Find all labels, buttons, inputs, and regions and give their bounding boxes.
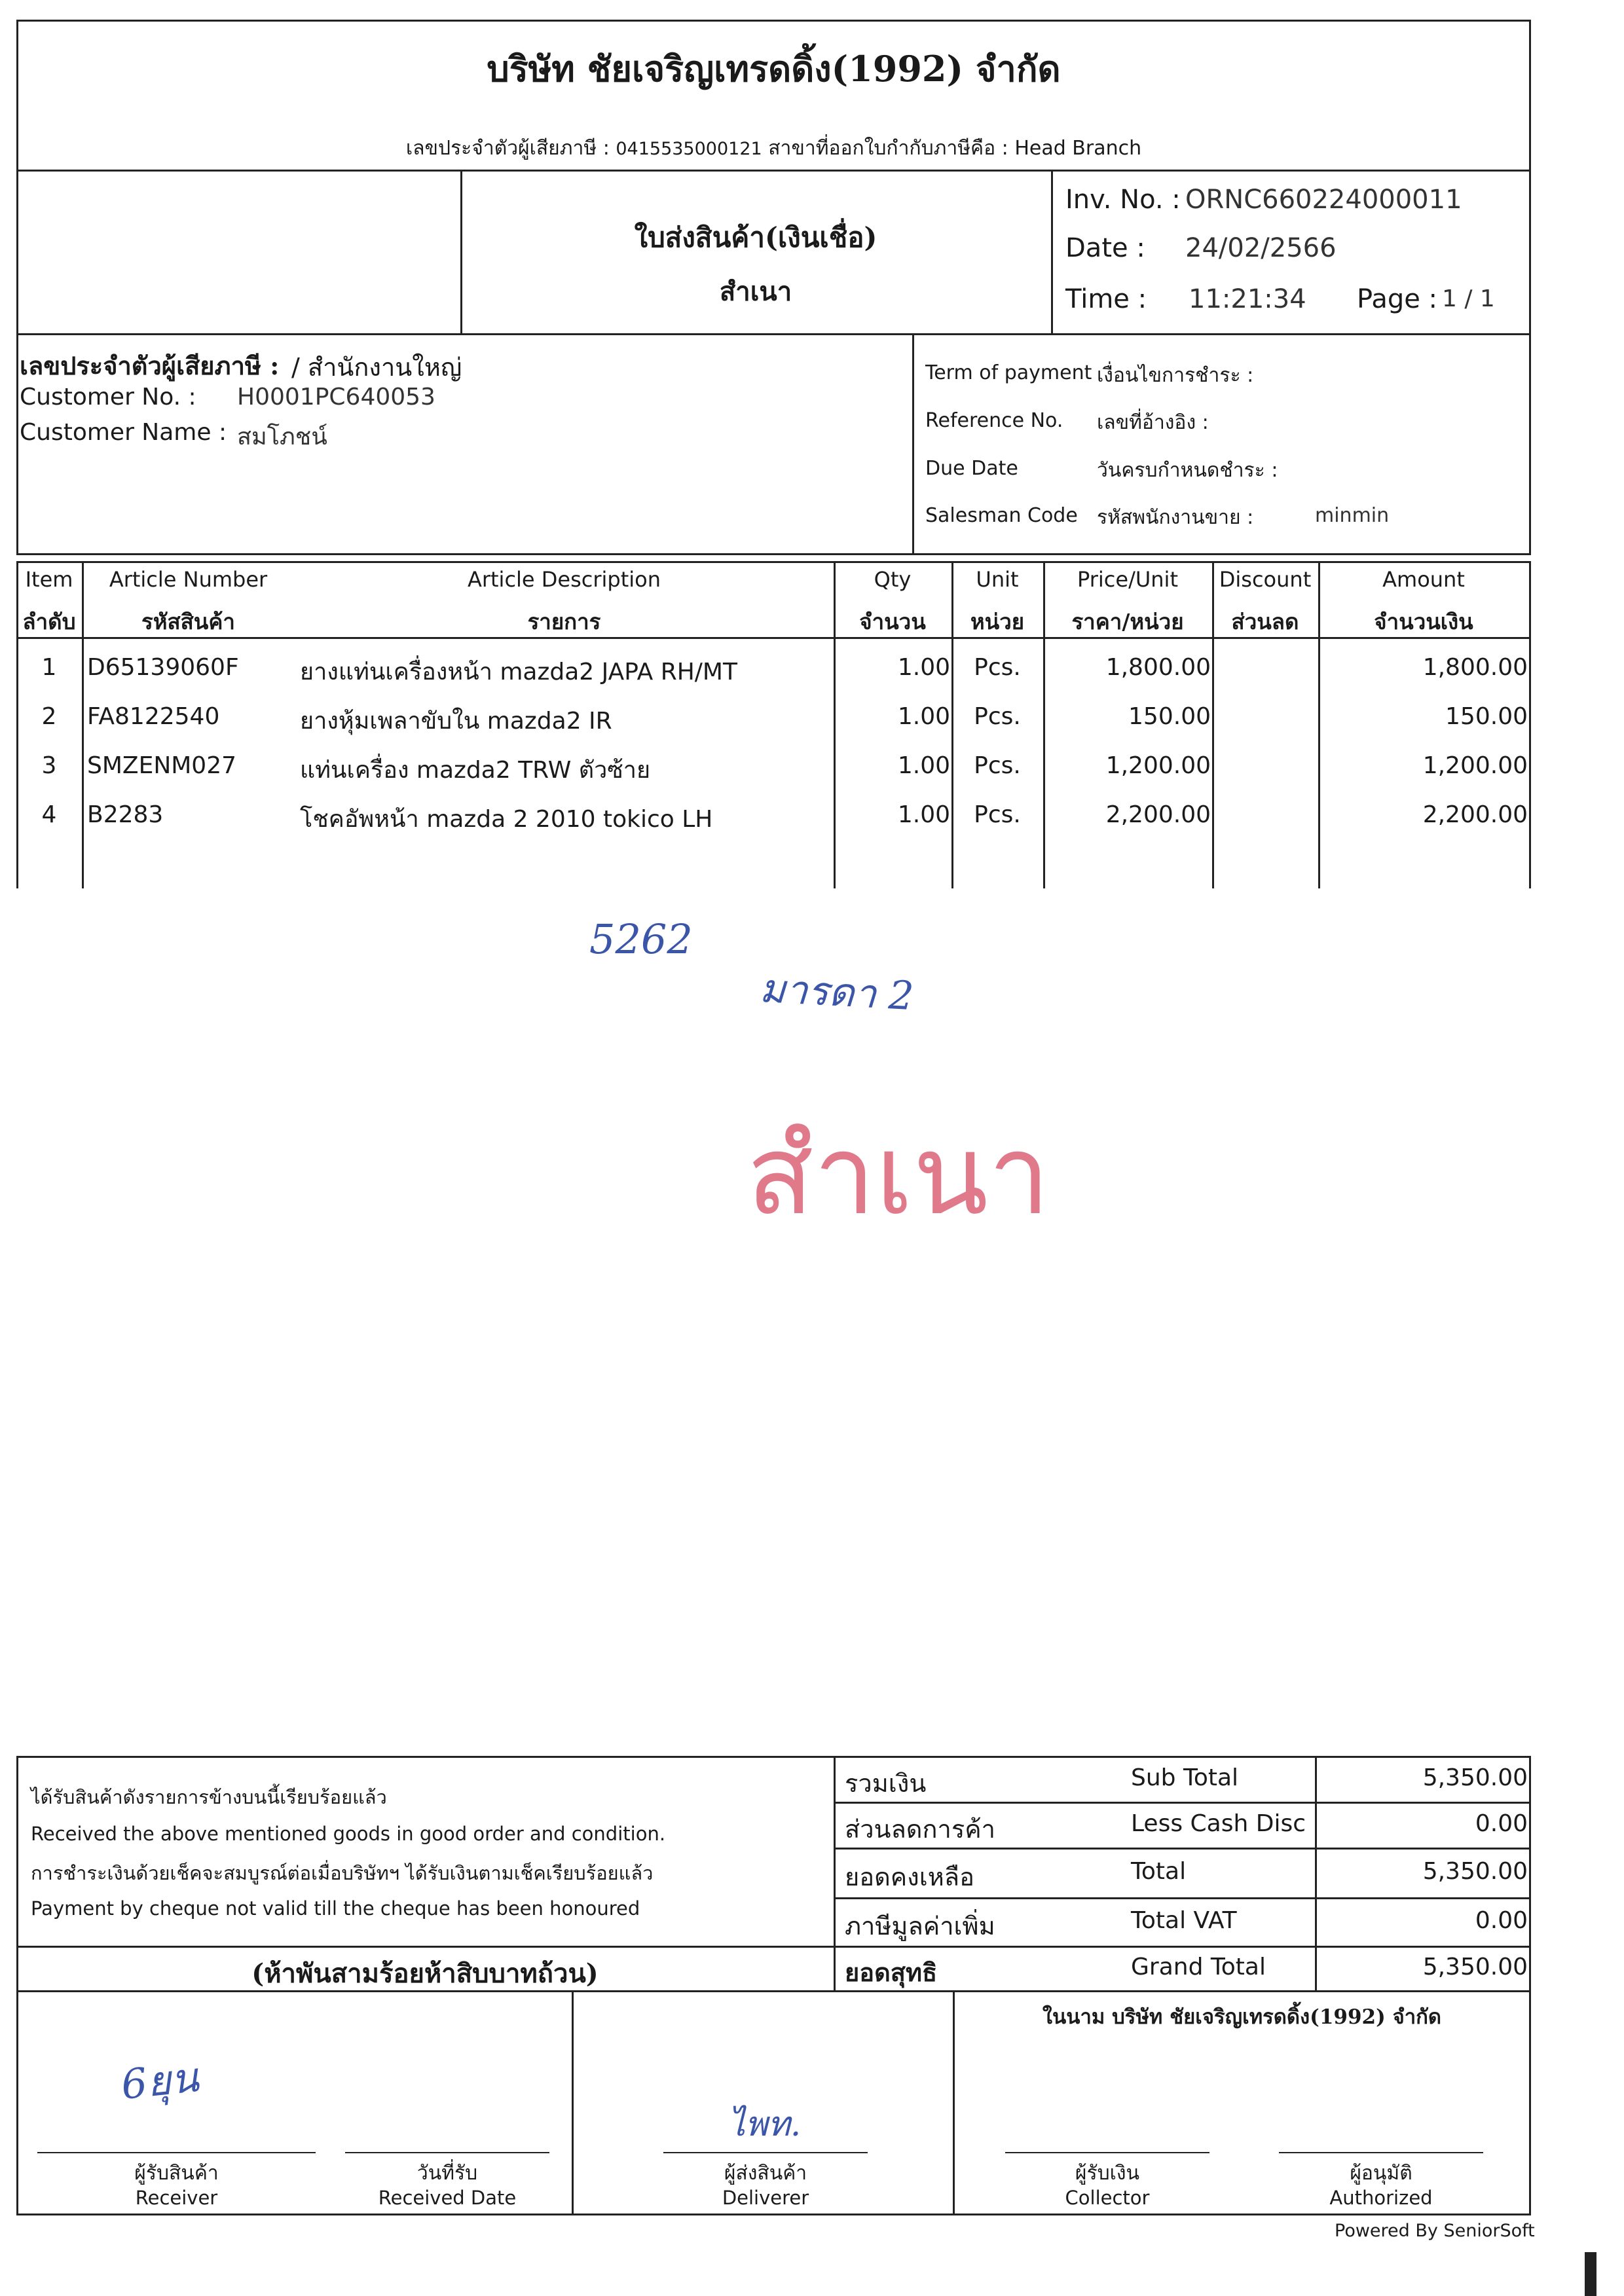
cell-code: B2283 [87, 801, 164, 828]
reference-no-label: Reference No. [925, 409, 1063, 432]
cheque-note: การชำระเงินด้วยเช็คจะสมบูรณ์ต่อเมื่อบริษัทฯ ได้รับเงินตามเช็คเรียบร้อยแล้ว [31, 1862, 654, 1884]
cell-amount: 1,200.00 [1422, 752, 1528, 779]
reference-no-th: เลขที่อ้างอิง : [1097, 411, 1209, 434]
totals-label-en: Less Cash Disc [1131, 1810, 1306, 1837]
inv-no-label: Inv. No. : [1065, 185, 1181, 215]
due-date-label: Due Date [925, 457, 1018, 480]
cell-description: ยางหุ้มเพลาขับใน mazda2 IR [300, 708, 612, 735]
customer-name-label: Customer Name : [20, 419, 227, 446]
cell-price: 1,200.00 [1105, 752, 1211, 779]
header-amount-th: จำนวนเงิน [1374, 609, 1473, 634]
powered-by: Powered By SeniorSoft [1335, 2221, 1535, 2241]
signature-line-deliverer [663, 2152, 868, 2153]
signature-line-authorized [1279, 2152, 1483, 2153]
document-title: ใบส่งสินค้า(เงินเชื่อ) [634, 221, 877, 253]
header-item: Item [25, 567, 73, 592]
header-price-unit-th: ราคา/หน่วย [1071, 609, 1184, 634]
received-date-label-th: วันที่รับ [416, 2162, 478, 2185]
header-article-description-th: รายการ [527, 609, 601, 634]
header-item-th: ลำดับ [22, 609, 76, 634]
cell-price: 150.00 [1128, 703, 1211, 730]
cell-item: 2 [41, 703, 57, 730]
cell-unit: Pcs. [974, 654, 1021, 681]
receiver-label-th: ผู้รับสินค้า [134, 2162, 219, 2185]
header-unit-th: หน่วย [970, 609, 1025, 634]
totals-label-en: Total [1131, 1858, 1187, 1885]
page-label: Page : [1357, 284, 1438, 314]
header-qty-th: จำนวน [859, 609, 926, 634]
cell-qty: 1.00 [897, 654, 950, 681]
totals-label-th: ยอดคงเหลือ [845, 1863, 974, 1891]
deliverer-label-en: Deliverer [722, 2187, 809, 2209]
signature-line-receiver [37, 2152, 316, 2153]
on-behalf-of-company: ในนาม บริษัท ชัยเจริญเทรดดิ้ง(1992) จำกัด [1042, 2005, 1442, 2029]
totals-label-en: Total VAT [1131, 1907, 1237, 1934]
divider [834, 1802, 1531, 1804]
receipt-note-en: Received the above mentioned goods in good order and condition. [31, 1823, 666, 1845]
invoice-date: 24/02/2566 [1185, 233, 1337, 263]
totals-value: 0.00 [1475, 1810, 1528, 1837]
totals-label-th: ยอดสุทธิ [845, 1958, 938, 1987]
salesman-code: minmin [1315, 504, 1390, 527]
copy-stamp: สำเนา [747, 1111, 1050, 1239]
due-date-th: วันครบกำหนดชำระ : [1097, 459, 1278, 482]
term-of-payment-label: Term of payment [925, 361, 1092, 384]
company-tax-id: 0415535000121 [616, 139, 762, 159]
salesman-code-th: รหัสพนักงานขาย : [1097, 506, 1254, 529]
receipt-note: ได้รับสินค้าดังรายการข้างบนนี้เรียบร้อยแล้ว [31, 1786, 387, 1808]
totals-label-en: Grand Total [1131, 1954, 1266, 1980]
totals-label-en: Sub Total [1131, 1764, 1239, 1791]
deliverer-label-th: ผู้ส่งสินค้า [724, 2162, 807, 2185]
cell-qty: 1.00 [897, 752, 950, 779]
salesman-code-label: Salesman Code [925, 504, 1078, 527]
handwritten-note: 5262 [589, 915, 693, 963]
cell-code: SMZENM027 [87, 752, 237, 779]
scan-edge [1585, 2252, 1596, 2296]
handwritten-note: มารดา 2 [758, 965, 915, 1020]
cell-price: 1,800.00 [1105, 654, 1211, 681]
branch-label: สาขาที่ออกใบกำกับภาษีคือ : [768, 137, 1008, 160]
tax-line-label: เลขประจำตัวผู้เสียภาษี : [405, 137, 610, 160]
inv-no: ORNC660224000011 [1185, 185, 1462, 215]
cell-unit: Pcs. [974, 752, 1021, 779]
received-date-label-en: Received Date [378, 2187, 517, 2209]
cell-item: 4 [41, 801, 57, 828]
cell-qty: 1.00 [897, 801, 950, 828]
amount-in-words: (ห้าพันสามร้อยห้าสิบบาทถ้วน) [251, 1958, 599, 1989]
time-label: Time : [1065, 284, 1147, 314]
cell-unit: Pcs. [974, 801, 1021, 828]
collector-label-th: ผู้รับเงิน [1075, 2162, 1140, 2185]
header-discount-th: ส่วนลด [1231, 609, 1299, 634]
cell-amount: 150.00 [1445, 703, 1528, 730]
customer-name: สมโภชน์ [237, 424, 327, 450]
totals-value: 5,350.00 [1422, 1764, 1528, 1791]
cell-amount: 1,800.00 [1422, 654, 1528, 681]
header-article-number: Article Number [109, 567, 268, 592]
company-name: บริษัท ชัยเจริญเทรดดิ้ง(1992) จำกัด [487, 48, 1061, 90]
invoice-time: 11:21:34 [1189, 284, 1306, 314]
customer-no-label: Customer No. : [20, 384, 196, 410]
company-tax-line [16, 133, 1531, 164]
divider [16, 1946, 1531, 1948]
divider [572, 1990, 574, 2215]
header-qty: Qty [874, 567, 912, 592]
cell-description: แท่นเครื่อง mazda2 TRW ตัวซ้าย [300, 757, 651, 784]
divider [834, 1897, 1531, 1899]
divider [834, 1756, 836, 1992]
receiver-signature: 6ยุน [119, 2053, 201, 2109]
cheque-note-en: Payment by cheque not valid till the cheque has been honoured [31, 1897, 640, 1920]
table-top-border [16, 561, 1531, 563]
signature-line-collector [1005, 2152, 1209, 2153]
term-of-payment-th: เงื่อนไขการชำระ : [1097, 364, 1254, 387]
authorized-label-en: Authorized [1329, 2187, 1433, 2209]
table-border-right [1529, 561, 1531, 888]
cell-code: D65139060F [87, 654, 239, 681]
signature-line-received-date [345, 2152, 549, 2153]
divider [1051, 170, 1053, 335]
totals-label-th: รวมเงิน [845, 1769, 927, 1798]
cell-unit: Pcs. [974, 703, 1021, 730]
date-label: Date : [1065, 233, 1145, 263]
branch-name: Head Branch [1014, 137, 1142, 160]
totals-value: 5,350.00 [1422, 1858, 1528, 1885]
receiver-label-en: Receiver [135, 2187, 218, 2209]
customer-tax-label: เลขประจำตัวผู้เสียภาษี : [20, 351, 280, 380]
deliverer-signature: ไพท. [728, 2105, 802, 2144]
authorized-label-th: ผู้อนุมัติ [1350, 2162, 1412, 2185]
cell-amount: 2,200.00 [1422, 801, 1528, 828]
cell-item: 3 [41, 752, 57, 779]
header-unit: Unit [976, 567, 1019, 592]
totals-value: 5,350.00 [1422, 1954, 1528, 1980]
header-discount: Discount [1219, 567, 1312, 592]
divider [912, 333, 914, 555]
cell-qty: 1.00 [897, 703, 950, 730]
cell-price: 2,200.00 [1105, 801, 1211, 828]
cell-description: ยางแท่นเครื่องหน้า mazda2 JAPA RH/MT [300, 659, 737, 685]
totals-value: 0.00 [1475, 1907, 1528, 1934]
customer-no: H0001PC640053 [237, 384, 435, 410]
header-article-description: Article Description [467, 567, 661, 592]
header-article-number-th: รหัสสินค้า [141, 609, 235, 634]
totals-label-th: ภาษีมูลค่าเพิ่ม [845, 1912, 995, 1941]
totals-label-th: ส่วนลดการค้า [845, 1815, 995, 1844]
document-copy-label: สำเนา [719, 276, 792, 307]
cell-item: 1 [41, 654, 57, 681]
page-number: 1 / 1 [1442, 285, 1495, 312]
collector-label-en: Collector [1065, 2187, 1150, 2209]
header-amount: Amount [1382, 567, 1465, 592]
cell-code: FA8122540 [87, 703, 220, 730]
header-price-unit: Price/Unit [1077, 567, 1178, 592]
customer-tax-value: / สำนักงานใหญ่ [291, 353, 462, 382]
cell-description: โชคอัพหน้า mazda 2 2010 tokico LH [300, 806, 713, 833]
